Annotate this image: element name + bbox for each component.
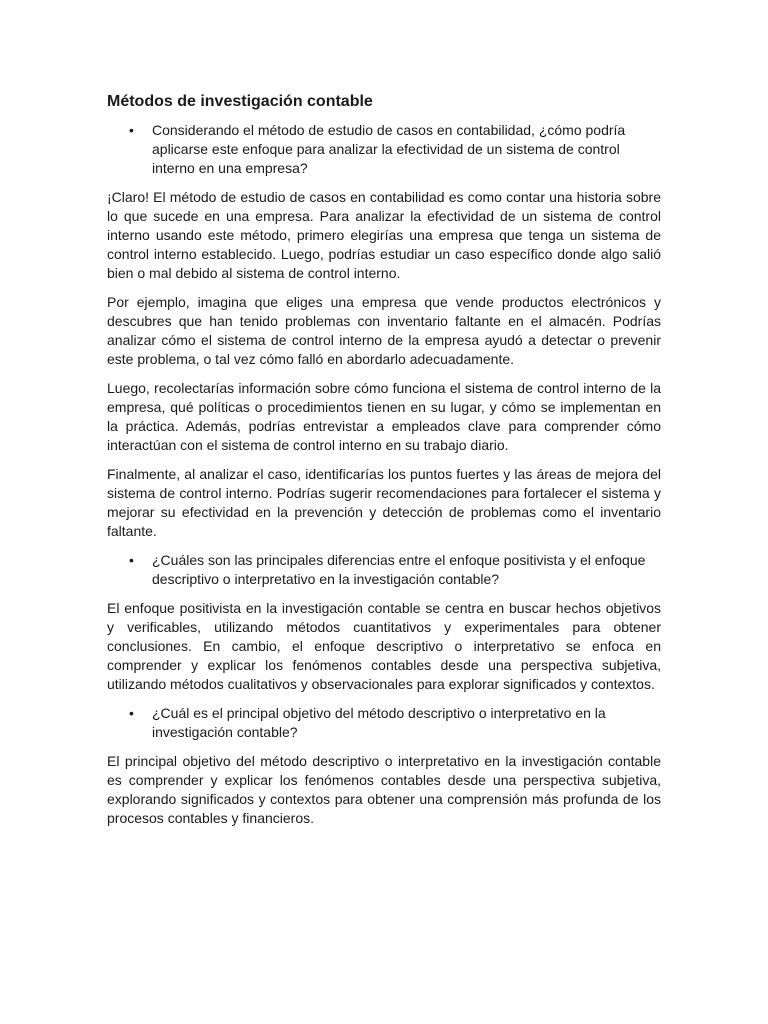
answer-paragraph: Por ejemplo, imagina que eliges una empresa que vende productos electrónicos y descubres que han tenido problemas con inventario faltante en el almacén. Podrías analizar cómo el sistema de control interno de la empresa ayudó a detectar o prevenir este problema, o tal vez cómo falló en abordarlo adecuadamente. — [107, 294, 661, 367]
answer-paragraph: El principal objetivo del método descriptivo o interpretativo en la investigación contable es comprender y explicar los fenómenos contables desde una perspectiva subjetiva, explorando significados y contextos para obtener una comprensión más profunda de los procesos contables y financieros. — [107, 753, 661, 826]
question-bullet-2 — [107, 551, 661, 589]
answer-paragraph: El enfoque positivista en la investigación contable se centra en buscar hechos objetivos y verificables, utilizando métodos cuantitativos y experimentales para obtener conclusiones. En cambio, el enfoque descriptivo o interpretativo se enfoca en comprender y explicar los fenómenos contables desde una perspectiva subjetiva, utilizando métodos cualitativos y observacionales para explorar significados y contextos. — [107, 600, 661, 692]
bullet-dot-icon: • — [129, 122, 134, 138]
question-text: ¿Cuál es el principal objetivo del método descriptivo o interpretativo en la investigación contable? — [152, 705, 606, 740]
answer-paragraph: Luego, recolectarías información sobre cómo funciona el sistema de control interno de la empresa, qué políticas o procedimientos tienen en su lugar, y cómo se implementan en la práctica. Además, podrías entrevistar a empleados clave para comprender cómo interactúan con el sistema de control interno en su trabajo diario. — [107, 380, 661, 453]
document-page — [107, 92, 661, 838]
question-bullet-1 — [107, 121, 661, 178]
question-text: ¿Cuáles son las principales diferencias entre el enfoque positivista y el enfoque descriptivo o interpretativo en la investigación contable? — [152, 552, 646, 587]
question-bullet-3 — [107, 704, 661, 742]
question-text: Considerando el método de estudio de casos en contabilidad, ¿cómo podría aplicarse este enfoque para analizar la efectividad de un sistema de control interno en una empresa? — [152, 122, 626, 176]
answer-paragraph: Finalmente, al analizar el caso, identificarías los puntos fuertes y las áreas de mejora del sistema de control interno. Podrías sugerir recomendaciones para fortalecer el sistema y mejorar su efectividad en la prevención y detección de problemas como el inventario faltante. — [107, 466, 661, 539]
bullet-dot-icon: • — [129, 705, 134, 721]
bullet-dot-icon: • — [129, 552, 134, 568]
answer-paragraph: ¡Claro! El método de estudio de casos en contabilidad es como contar una historia sobre lo que sucede en una empresa. Para analizar la efectividad de un sistema de control interno usando este método, primero elegirías una empresa que tenga un sistema de control interno establecido. Luego, podrías estudiar un caso específico donde algo salió bien o mal debido al sistema de control interno. — [107, 189, 661, 281]
page-title: Métodos de investigación contable — [107, 93, 373, 110]
